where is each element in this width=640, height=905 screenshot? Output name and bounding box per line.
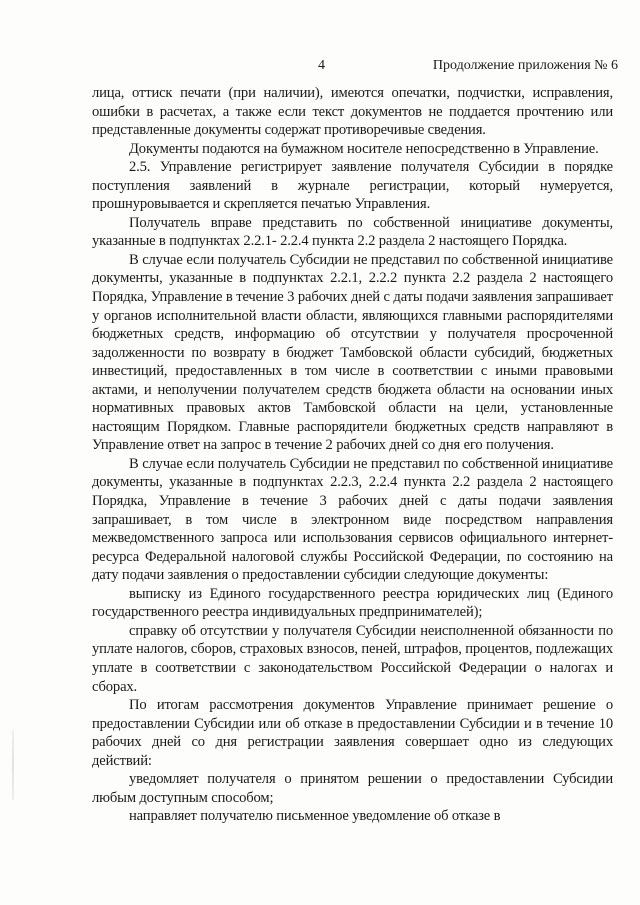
appendix-continuation-header: Продолжение приложения № 6 — [432, 58, 618, 73]
paragraph-decision: По итогам рассмотрения документов Управление принимает решение о предоставлении Субсидии или об отказе в предоставлении Субсидии и в течение 10 рабочих дней со дня регистрации заявления совершает одно из следующих действий: — [92, 697, 613, 769]
list-item-tax-certificate: справку об отсутствии у получателя Субсидии неисполненной обязанности по уплате налогов, сборов, страховых взносов, пеней, штрафов, процентов, подлежащих уплате в соответствии с законодательством Российской Федерации о налогах и сборах. — [92, 622, 613, 695]
scan-margin-mark — [12, 730, 14, 800]
list-item-registry-extract: выписку из Единого государственного реестра юридических лиц (Единого государственного реестра индивидуальных предпринимателей); — [92, 585, 613, 621]
paragraph-request-2-2-3: В случае если получатель Субсидии не представил по собственной инициативе документы, указанные в подпунктах 2.2.3, 2.2.4 пункта 2.2 раздела 2 настоящего Порядка, Управление в течение 3 рабочих дней с даты подачи заявления запрашивает, в том числе в электронном виде посредством направления межведомственного запроса или использования сервисов официального интернет-ресурса Федеральной налоговой службы Российской Федерации, по состоянию на дату подачи заявления о предоставлении субсидии следующие документы: — [92, 455, 613, 584]
paragraph-submission-method: Документы подаются на бумажном носителе непосредственно в Управление. — [129, 140, 599, 157]
page-number: 4 — [318, 58, 325, 73]
list-item-send-refusal: направляет получателю письменное уведомление об отказе в — [129, 808, 501, 825]
paragraph-own-initiative: Получатель вправе представить по собственной инициативе документы, указанные в подпунктах 2.2.1- 2.2.4 пункта 2.2 раздела 2 настоящего Порядка. — [92, 214, 613, 250]
paragraph-request-2-2-1: В случае если получатель Субсидии не представил по собственной инициативе документы, указанные в подпунктах 2.2.1, 2.2.2 пункта 2.2 раздела 2 настоящего Порядка, Управление в течение 3 рабочих дней с даты подачи заявления запрашивает у органов исполнительной власти области, являющихся главными распорядителями бюджетных средств, информацию об отсутствии у получателя просроченной задолженности по возврату в бюджет Тамбовской области субсидий, бюджетных инвестиций, предоставленных в том числе в соответствии с иными правовыми актами, и неполучении получателем средств бюджета области на основании иных нормативных правовых актов Тамбовской области на цели, установленные настоящим Порядком. Главные распорядители бюджетных средств направляют в Управление ответ на запрос в течение 2 рабочих дней со дня его получения. — [92, 251, 613, 454]
document-body — [92, 84, 613, 826]
paragraph-2-5-registration: 2.5. Управление регистрирует заявление получателя Субсидии в порядке поступления заявлений в журнале регистрации, который нумеруется, прошнуровывается и скрепляется печатью Управления. — [92, 159, 613, 213]
list-item-notify-grant: уведомляет получателя о принятом решении о предоставлении Субсидии любым доступным способом; — [92, 771, 613, 806]
paragraph-continuation: лица, оттиск печати (при наличии), имеются опечатки, подчистки, исправления, ошибки в расчетах, а также если текст документов не поддается прочтению или представленные документы содержат противоречивые сведения. — [92, 85, 613, 139]
